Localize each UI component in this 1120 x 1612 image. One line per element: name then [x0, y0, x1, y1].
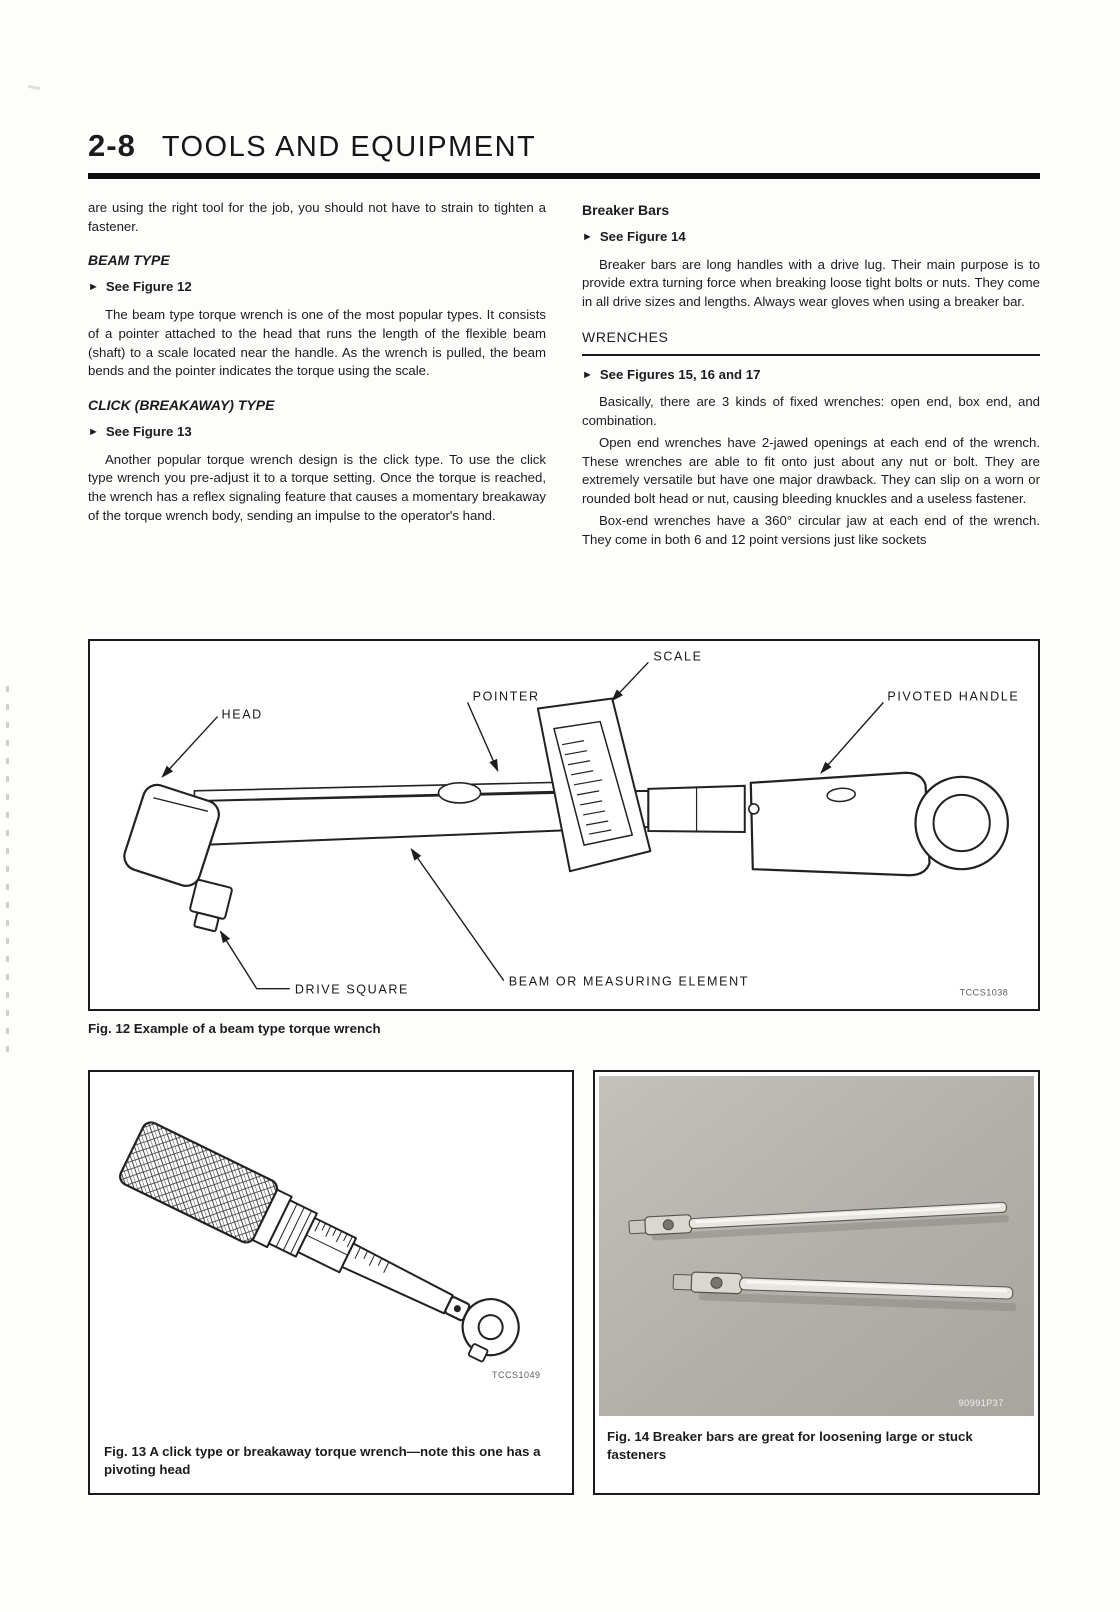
figure-13-drawing-area [90, 1072, 572, 1408]
figure-13-frame [88, 1070, 574, 1495]
heading-click-type: CLICK (BREAKAWAY) TYPE [88, 397, 275, 414]
paragraph-wrenches-3: Box-end wrenches have a 360° circular jaw at each end of the wrench. They come in both 6 and 12 point versions just like sockets [582, 512, 1040, 547]
figure-14-caption: Fig. 14 Breaker bars are great for loosening large or stuck fasteners [607, 1428, 973, 1462]
scan-artifact [6, 686, 9, 1058]
figure-label-scale: SCALE [653, 649, 703, 664]
scale-shape [538, 698, 650, 871]
paragraph-beam-type: The beam type torque wrench is one of the most popular types. It consists of a pointer attached to the head that runs the length of the flexible beam (shaft) to a scale located near the handle. As the wrench is pulled, the beam bends and the pointer indicates the torque using the scale. [88, 307, 546, 379]
see-figure-label: See Figure 12 [105, 279, 192, 295]
figure-12-frame [88, 639, 1040, 1011]
figure-row [88, 1070, 1040, 1495]
page-header [88, 128, 1040, 164]
figure-14-drawing [599, 1076, 1034, 1416]
right-column [582, 199, 1040, 552]
page-title: TOOLS AND EQUIPMENT [161, 131, 537, 163]
paragraph-wrenches-1: Basically, there are 3 kinds of fixed wrenches: open end, box end, and combination. [582, 394, 1040, 429]
figure-13-caption: Fig. 13 A click type or breakaway torque wrench—note this one has a pivoting head [104, 1444, 541, 1477]
figure-14-code: 90991P37 [958, 1397, 1004, 1408]
figure-12-drawing [90, 641, 1038, 1009]
figure-14-photo [599, 1076, 1034, 1416]
grip-shape [117, 1119, 280, 1245]
left-column [88, 199, 546, 529]
figure-12-caption: Fig. 12 Example of a beam type torque wrench [88, 1021, 381, 1036]
see-figure-icon: ► [582, 230, 593, 243]
see-figures-15-16-17 [582, 366, 1040, 385]
see-figure-14 [582, 228, 1040, 247]
figure-14-frame [593, 1070, 1040, 1495]
shaft-shape [342, 1243, 454, 1315]
scan-artifact [28, 85, 40, 90]
see-figure-label: See Figure 13 [105, 423, 192, 439]
see-figure-13 [88, 423, 546, 442]
figure-label-pointer: POINTER [472, 689, 540, 704]
page-number: 2-8 [88, 128, 136, 163]
paragraph-click-type: Another popular torque wrench design is the click type. To use the click type wrench you pre-adjust it to a torque setting. Once the torque is reached, the wrench has a reflex signaling feature that causes a momentary breakaway of the torque wrench body, sending an impulse to the operator's hand. [88, 451, 546, 523]
figure-label-beam: BEAM OR MEASURING ELEMENT [508, 974, 750, 989]
see-figure-label: See Figures 15, 16 and 17 [599, 366, 761, 382]
see-figure-icon: ► [582, 368, 593, 381]
sleeve-shape [648, 786, 744, 832]
figure-13-drawing [90, 1072, 572, 1408]
header-rule [88, 173, 1040, 179]
see-figure-12 [88, 278, 546, 297]
see-figure-icon: ► [88, 425, 99, 438]
figure-13-code: TCCS1049 [492, 1369, 541, 1380]
see-figure-label: See Figure 14 [599, 228, 686, 244]
heading-breaker-bars: Breaker Bars [582, 202, 670, 218]
figure-label-pivoted-handle: PIVOTED HANDLE [887, 689, 1020, 704]
paragraph-wrenches-2: Open end wrenches have 2-jawed openings at each end of the wrench. These wrenches are able to fit onto just about any nut or bolt. They are extremely versatile but have one major drawback. They can slip on a worn or rounded bolt head or nut, causing bleeding knuckles and a useless fastener. [582, 434, 1040, 507]
see-figure-icon: ► [88, 281, 99, 294]
heading-beam-type: BEAM TYPE [88, 252, 170, 269]
heading-wrenches: WRENCHES [582, 328, 1040, 356]
pivoted-handle-shape [749, 773, 1008, 875]
figure-label-drive-square: DRIVE SQUARE [294, 982, 409, 997]
paragraph-continued: are using the right tool for the job, you should not have to strain to tighten a fastener. [88, 200, 546, 234]
page-content [88, 128, 1040, 1495]
figure-label-head: HEAD [221, 707, 263, 722]
paragraph-breaker-bars: Breaker bars are long handles with a drive lug. Their main purpose is to provide extra turning force when breaking loose tight bolts or nuts. They come in all drive sizes and lengths. Always wear gloves when using a breaker bar. [582, 256, 1040, 310]
figure-12-code: TCCS1038 [959, 987, 1009, 998]
text-columns [88, 199, 1040, 613]
drive-square-shape [186, 879, 232, 933]
